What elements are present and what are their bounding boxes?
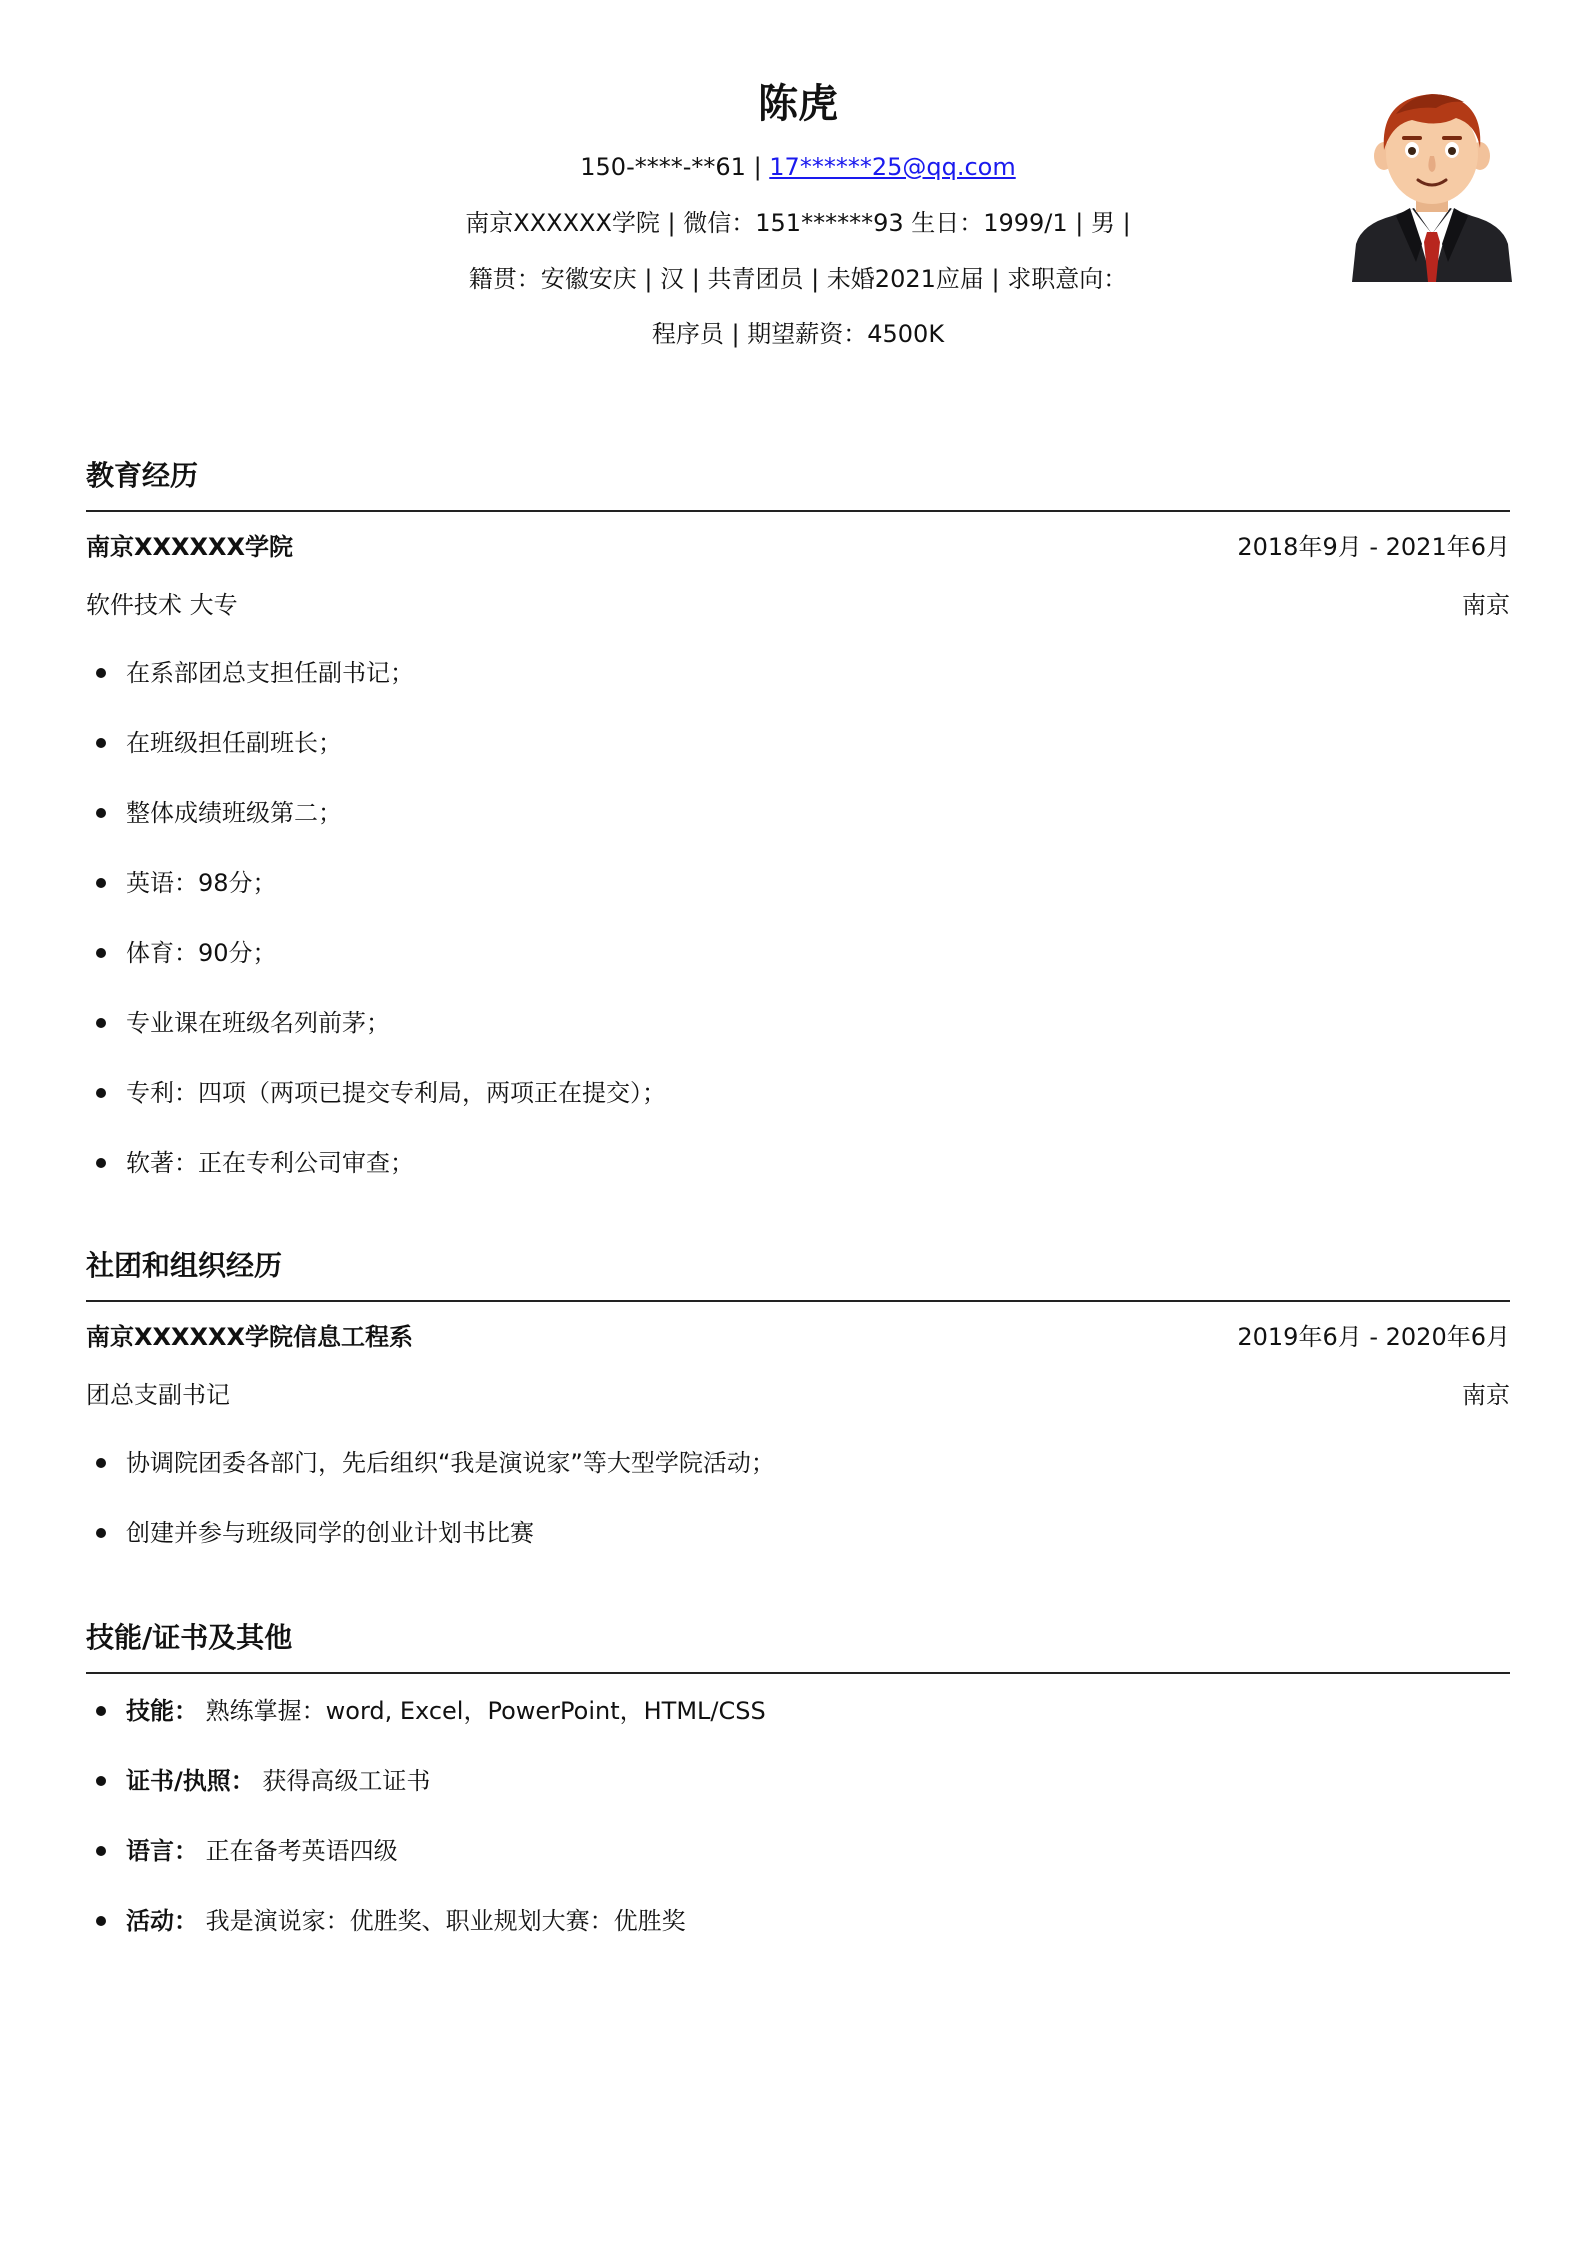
skills-list (86, 1694, 1510, 1974)
bullet-dot (96, 948, 106, 958)
list-item: 体育：90分； (86, 936, 1510, 1006)
list-item: 在班级担任副班长； (86, 726, 1510, 796)
bullet-dot (96, 878, 106, 888)
bullet-dot (96, 1158, 106, 1168)
organization-period: 2019年6月 - 2020年6月 (1237, 1323, 1510, 1351)
education-period: 2018年9月 - 2021年6月 (1237, 533, 1510, 561)
list-item: 在系部团总支担任副书记； (86, 656, 1510, 726)
organization-role-row (86, 1378, 1510, 1412)
list-item: 专利：四项（两项已提交专利局，两项正在提交）； (86, 1076, 1510, 1146)
bullet-dot (96, 1018, 106, 1028)
list-item: 软著：正在专利公司审查； (86, 1146, 1510, 1216)
businessman-avatar-icon (1352, 84, 1512, 282)
skills-section (86, 1618, 1510, 1978)
email-link[interactable]: 17******25@qq.com (769, 153, 1016, 181)
candidate-name: 陈虎 (758, 81, 838, 127)
section-divider (86, 1300, 1510, 1302)
contact-line-origin: 籍贯：安徽安庆 | 汉 | 共青团员 | 未婚2021应届 | 求职意向： (468, 265, 1128, 293)
resume-header (86, 0, 1510, 380)
section-divider (86, 1672, 1510, 1674)
list-item: 协调院团委各部门，先后组织“我是演说家”等大型学院活动； (86, 1446, 1510, 1516)
organization-section (86, 1246, 1510, 1566)
bullet-dot (96, 1528, 106, 1538)
organization-name: 南京XXXXXX学院信息工程系 (86, 1323, 414, 1351)
bullet-dot (96, 738, 106, 748)
organization-list (86, 1446, 1510, 1586)
skill-label: 技能： (126, 1697, 198, 1725)
list-item (86, 1834, 1510, 1904)
contact-line-job-salary: 程序员 | 期望薪资：4500K (651, 320, 945, 348)
bullet-dot (96, 668, 106, 678)
skill-text: 熟练掌握：word, Excel，PowerPoint，HTML/CSS (205, 1697, 766, 1725)
skill-label: 语言： (126, 1837, 198, 1865)
organization-org-row (86, 1320, 1510, 1354)
skill-text: 获得高级工证书 (262, 1767, 431, 1795)
list-item (86, 1694, 1510, 1764)
resume-page (86, 0, 1510, 2245)
education-major-row (86, 588, 1510, 622)
phone-number: 150-****-**61 (580, 153, 746, 181)
bullet-dot (96, 1776, 106, 1786)
education-section (86, 456, 1510, 1216)
education-location: 南京 (1462, 591, 1510, 619)
organization-title: 社团和组织经历 (86, 1249, 283, 1282)
skill-text: 正在备考英语四级 (205, 1837, 398, 1865)
bullet-dot (96, 808, 106, 818)
bullet-dot (96, 1458, 106, 1468)
skill-label: 活动： (126, 1907, 198, 1935)
bullet-dot (96, 1706, 106, 1716)
organization-location: 南京 (1462, 1381, 1510, 1409)
list-item: 整体成绩班级第二； (86, 796, 1510, 866)
list-item (86, 1764, 1510, 1834)
organization-role: 团总支副书记 (86, 1381, 230, 1409)
section-divider (86, 510, 1510, 512)
list-item (86, 1904, 1510, 1974)
education-org-row (86, 530, 1510, 564)
education-major: 软件技术 大专 (86, 591, 238, 619)
education-school: 南京XXXXXX学院 (86, 533, 294, 561)
list-item: 英语：98分； (86, 866, 1510, 936)
contact-separator: | (745, 153, 770, 181)
education-title: 教育经历 (86, 459, 199, 492)
bullet-dot (96, 1088, 106, 1098)
list-item: 创建并参与班级同学的创业计划书比赛 (86, 1516, 1510, 1586)
bullet-dot (96, 1846, 106, 1856)
list-item: 专业课在班级名列前茅； (86, 1006, 1510, 1076)
skill-text: 我是演说家：优胜奖、职业规划大赛：优胜奖 (205, 1907, 686, 1935)
contact-line-phone-email (86, 150, 1510, 184)
contact-line-school-wechat: 南京XXXXXX学院 | 微信：151******93 生日：1999/1 | 男 | (465, 209, 1131, 237)
skill-label: 证书/执照： (126, 1767, 255, 1795)
skills-title: 技能/证书及其他 (86, 1621, 293, 1654)
bullet-dot (96, 1916, 106, 1926)
education-list (86, 656, 1510, 1216)
